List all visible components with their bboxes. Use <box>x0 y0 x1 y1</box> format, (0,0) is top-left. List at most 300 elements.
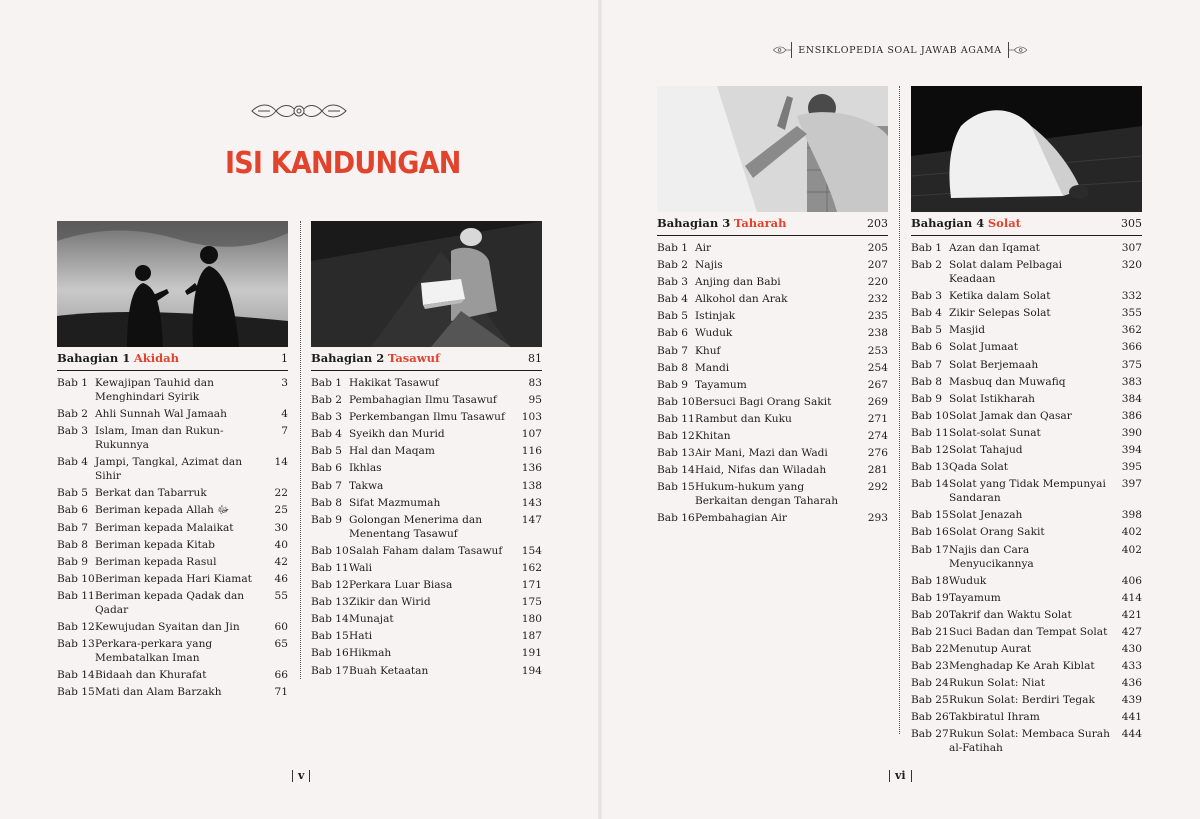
chapter-entry <box>57 455 288 483</box>
chapter-page: 83 <box>528 377 542 389</box>
chapter-number: Bab 24 <box>911 677 949 690</box>
chapter-list <box>911 241 1142 755</box>
chapter-title: Munajat <box>349 613 394 626</box>
section-heading <box>657 212 888 236</box>
chapter-page: 320 <box>1121 259 1142 272</box>
chapter-title: Solat dalam Pelbagai Keadaan <box>949 259 1063 286</box>
section-page-number: 203 <box>867 217 888 230</box>
chapter-number: Bab 15 <box>911 509 949 522</box>
chapter-number: Bab 25 <box>911 694 949 707</box>
chapter-entry <box>911 409 1142 423</box>
chapter-entry <box>911 258 1142 286</box>
chapter-entry <box>311 410 542 424</box>
chapter-page: 276 <box>867 447 888 460</box>
chapter-entry <box>657 511 888 525</box>
chapter-entry <box>911 375 1142 389</box>
chapter-entry <box>911 710 1142 724</box>
chapter-entry <box>657 344 888 358</box>
chapter-title: Bidaah dan Khurafat <box>95 669 207 682</box>
chapter-number: Bab 14 <box>311 613 349 626</box>
chapter-title: Alkohol dan Arak <box>695 293 788 306</box>
chapter-page: 65 <box>274 638 288 651</box>
chapter-title: Perkara-perkara yang Membatalkan Iman <box>95 638 213 665</box>
chapter-page: 220 <box>867 276 888 289</box>
chapter-entry <box>911 625 1142 639</box>
chapter-number: Bab 10 <box>57 572 95 585</box>
chapter-entry <box>311 561 542 575</box>
folio-left-number: v <box>298 769 305 782</box>
chapter-page: 205 <box>867 242 888 254</box>
chapter-entry <box>657 395 888 409</box>
chapter-page: 441 <box>1121 711 1142 724</box>
chapter-page: 235 <box>867 310 888 323</box>
chapter-title: Solat Orang Sakit <box>949 526 1045 539</box>
chapter-title: Mati dan Alam Barzakh <box>95 686 222 699</box>
chapter-entry <box>911 642 1142 656</box>
chapter-number: Bab 5 <box>57 487 88 500</box>
chapter-number: Bab 2 <box>57 408 88 421</box>
section-taharah <box>657 86 888 529</box>
chapter-number: Bab 12 <box>57 621 95 634</box>
chapter-page: 390 <box>1121 426 1142 439</box>
chapter-number: Bab 5 <box>311 445 342 458</box>
chapter-title: Kewujudan Syaitan dan Jin <box>95 621 240 634</box>
chapter-entry <box>911 340 1142 354</box>
chapter-number: Bab 16 <box>657 512 695 525</box>
chapter-page: 332 <box>1121 290 1142 303</box>
chapter-page: 395 <box>1121 461 1142 474</box>
chapter-number: Bab 4 <box>657 293 688 306</box>
chapter-page: 384 <box>1121 392 1142 405</box>
chapter-title: Khuf <box>695 344 721 357</box>
chapter-title: Solat Jamak dan Qasar <box>949 409 1072 422</box>
chapter-title: Salah Faham dalam Tasawuf <box>349 544 503 557</box>
chapter-entry <box>311 629 542 643</box>
chapter-number: Bab 4 <box>311 428 342 441</box>
chapter-entry <box>311 513 542 541</box>
running-head-text: ENSIKLOPEDIA SOAL JAWAB AGAMA <box>798 44 1002 56</box>
chapter-title: Beriman kepada Malaikat <box>95 521 234 534</box>
chapter-number: Bab 1 <box>311 377 342 389</box>
chapter-entry <box>657 275 888 289</box>
chapter-title: Solat yang Tidak Mempunyai Sandaran <box>949 478 1106 505</box>
chapter-title: Sifat Mazmumah <box>349 496 441 509</box>
chapter-list <box>311 376 542 678</box>
chapter-page: 293 <box>867 512 888 525</box>
section-topic: Akidah <box>133 351 179 365</box>
chapter-entry <box>57 376 288 404</box>
chapter-page: 253 <box>867 344 888 357</box>
chapter-number: Bab 5 <box>911 324 942 337</box>
chapter-title: Menutup Aurat <box>949 642 1032 655</box>
section-akidah <box>57 221 288 702</box>
section-tasawuf <box>311 221 542 681</box>
chapter-entry <box>657 480 888 508</box>
chapter-page: 175 <box>521 596 542 609</box>
chapter-page: 433 <box>1121 660 1142 673</box>
chapter-title: Khitan <box>695 430 731 443</box>
chapter-title: Istinjak <box>695 310 736 323</box>
chapter-number: Bab 5 <box>657 310 688 323</box>
chapter-page: 414 <box>1121 591 1142 604</box>
chapter-title: Solat Berjemaah <box>949 358 1039 371</box>
chapter-entry <box>911 659 1142 673</box>
chapter-number: Bab 10 <box>657 395 695 408</box>
chapter-number: Bab 7 <box>311 479 342 492</box>
chapter-title: Beriman kepada Kitab <box>95 538 215 551</box>
chapter-entry <box>311 427 542 441</box>
running-head-frame <box>791 42 1009 58</box>
chapter-entry <box>911 460 1142 474</box>
chapter-number: Bab 8 <box>657 361 688 374</box>
chapter-number: Bab 4 <box>911 307 942 320</box>
chapter-number: Bab 21 <box>911 625 949 638</box>
chapter-number: Bab 13 <box>311 596 349 609</box>
chapter-entry <box>657 292 888 306</box>
chapter-title: Wali <box>349 561 373 574</box>
chapter-entry <box>657 378 888 392</box>
chapter-number: Bab 11 <box>657 412 695 425</box>
chapter-number: Bab 7 <box>911 358 942 371</box>
section-name: Bahagian 1 <box>57 351 131 365</box>
section-page-number: 81 <box>528 352 542 365</box>
chapter-page: 66 <box>274 669 288 682</box>
chapter-page: 362 <box>1121 324 1142 337</box>
folio-bar <box>889 770 890 782</box>
chapter-title: Suci Badan dan Tempat Solat <box>949 625 1108 638</box>
chapter-page: 355 <box>1121 307 1142 320</box>
chapter-number: Bab 2 <box>911 259 942 272</box>
chapter-entry <box>657 463 888 477</box>
chapter-page: 154 <box>521 544 542 557</box>
chapter-number: Bab 17 <box>911 543 949 556</box>
chapter-entry <box>911 241 1142 255</box>
chapter-number: Bab 10 <box>311 544 349 557</box>
chapter-page: 375 <box>1121 358 1142 371</box>
chapter-title: Najis dan Cara Menyucikannya <box>949 543 1034 570</box>
chapter-number: Bab 12 <box>911 444 949 457</box>
chapter-number: Bab 9 <box>657 378 688 391</box>
chapter-page: 136 <box>521 462 542 475</box>
chapter-entry <box>57 668 288 682</box>
chapter-number: Bab 1 <box>911 242 942 254</box>
chapter-entry <box>911 426 1142 440</box>
section-topic: Taharah <box>733 216 787 230</box>
chapter-page: 187 <box>521 630 542 643</box>
chapter-entry <box>311 646 542 660</box>
section-topic: Tasawuf <box>387 351 440 365</box>
chapter-title: Haid, Nifas dan Wiladah <box>695 464 827 477</box>
chapter-page: 232 <box>867 293 888 306</box>
column-separator <box>300 221 301 679</box>
chapter-number: Bab 8 <box>57 538 88 551</box>
chapter-entry <box>57 486 288 500</box>
chapter-entry <box>57 538 288 552</box>
chapter-page: 366 <box>1121 341 1142 354</box>
section-name: Bahagian 3 <box>657 216 731 230</box>
chapter-title: Perkembangan Ilmu Tasawuf <box>349 411 505 424</box>
chapter-number: Bab 6 <box>911 341 942 354</box>
chapter-title: Golongan Menerima dan Menentang Tasawuf <box>349 513 483 540</box>
chapter-number: Bab 2 <box>311 394 342 407</box>
folio-bar <box>911 770 912 782</box>
chapter-title: Bersuci Bagi Orang Sakit <box>695 395 832 408</box>
chapter-title: Menghadap Ke Arah Kiblat <box>949 660 1095 673</box>
chapter-title: Masjid <box>949 324 986 337</box>
chapter-title: Takrif dan Waktu Solat <box>949 608 1072 621</box>
chapter-number: Bab 3 <box>57 425 88 438</box>
chapter-entry <box>57 685 288 699</box>
folio-bar <box>292 770 293 782</box>
chapter-entry <box>911 727 1142 755</box>
chapter-page: 22 <box>274 487 288 500</box>
chapter-number: Bab 27 <box>911 728 949 741</box>
chapter-page: 238 <box>867 327 888 340</box>
chapter-number: Bab 6 <box>657 327 688 340</box>
chapter-entry <box>657 241 888 255</box>
chapter-number: Bab 7 <box>57 521 88 534</box>
chapter-entry <box>911 608 1142 622</box>
chapter-page: 25 <box>274 504 288 517</box>
chapter-entry <box>911 289 1142 303</box>
section-name: Bahagian 4 <box>911 216 985 230</box>
chapter-number: Bab 11 <box>911 426 949 439</box>
chapter-entry <box>657 446 888 460</box>
chapter-page: 271 <box>867 412 888 425</box>
chapter-page: 254 <box>867 361 888 374</box>
chapter-entry <box>911 443 1142 457</box>
chapter-number: Bab 12 <box>311 579 349 592</box>
chapter-number: Bab 2 <box>657 259 688 272</box>
chapter-page: 116 <box>521 445 542 458</box>
two-men-silhouette-photo <box>57 221 288 347</box>
folio-bar <box>309 770 310 782</box>
chapter-entry <box>911 477 1142 505</box>
chapter-page: 107 <box>521 428 542 441</box>
chapter-entry <box>911 574 1142 588</box>
man-prostrating-photo <box>911 86 1142 212</box>
book-gutter <box>598 0 602 819</box>
chapter-title: Solat Istikharah <box>949 392 1035 405</box>
man-reading-photo <box>311 221 542 347</box>
chapter-title: Kewajipan Tauhid dan Menghindari Syirik <box>95 377 214 403</box>
section-page-number: 1 <box>281 352 288 365</box>
chapter-number: Bab 9 <box>311 513 342 526</box>
chapter-entry <box>911 358 1142 372</box>
man-ablution-photo <box>657 86 888 212</box>
section-page-number: 305 <box>1121 217 1142 230</box>
chapter-entry <box>57 620 288 634</box>
chapter-title: Perkara Luar Biasa <box>349 579 453 592</box>
chapter-page: 71 <box>274 686 288 699</box>
chapter-entry <box>311 544 542 558</box>
chapter-page: 194 <box>521 664 542 677</box>
chapter-page: 397 <box>1121 478 1142 491</box>
chapter-page: 171 <box>521 579 542 592</box>
chapter-number: Bab 9 <box>911 392 942 405</box>
chapter-title: Ketika dalam Solat <box>949 290 1051 303</box>
chapter-number: Bab 16 <box>311 647 349 660</box>
chapter-page: 281 <box>867 464 888 477</box>
chapter-title: Masbuq dan Muwafiq <box>949 375 1066 388</box>
chapter-entry <box>311 479 542 493</box>
chapter-title: Islam, Iman dan Rukun-Rukunnya <box>95 425 224 452</box>
chapter-number: Bab 14 <box>57 669 95 682</box>
running-head <box>772 40 1028 60</box>
chapter-entry <box>911 676 1142 690</box>
chapter-page: 402 <box>1121 526 1142 539</box>
chapter-title: Hukum-hukum yang Berkaitan dengan Taharah <box>695 481 839 508</box>
chapter-entry <box>311 664 542 678</box>
chapter-entry <box>657 361 888 375</box>
chapter-title: Takwa <box>349 479 384 492</box>
chapter-number: Bab 16 <box>911 526 949 539</box>
chapter-page: 430 <box>1121 642 1142 655</box>
chapter-title: Tayamum <box>949 591 1001 604</box>
chapter-entry <box>911 306 1142 320</box>
folio-left <box>287 769 315 782</box>
chapter-title: Hal dan Maqam <box>349 445 435 458</box>
chapter-number: Bab 26 <box>911 711 949 724</box>
chapter-title: Hikmah <box>349 647 392 660</box>
chapter-title: Beriman kepada Allah ﷻ <box>95 504 230 517</box>
chapter-page: 274 <box>867 430 888 443</box>
chapter-page: 427 <box>1121 625 1142 638</box>
chapter-number: Bab 13 <box>911 461 949 474</box>
chapter-page: 3 <box>281 377 288 389</box>
chapter-number: Bab 15 <box>57 686 95 699</box>
chapter-title: Hakikat Tasawuf <box>349 377 439 389</box>
chapter-number: Bab 9 <box>57 555 88 568</box>
chapter-title: Rukun Solat: Berdiri Tegak <box>949 694 1095 707</box>
chapter-list <box>57 376 288 699</box>
chapter-page: 147 <box>521 513 542 526</box>
chapter-page: 180 <box>521 613 542 626</box>
chapter-page: 292 <box>867 481 888 494</box>
chapter-title: Buah Ketaatan <box>349 664 429 677</box>
chapter-title: Wuduk <box>695 327 733 340</box>
chapter-entry <box>657 258 888 272</box>
chapter-page: 162 <box>521 561 542 574</box>
chapter-page: 42 <box>274 555 288 568</box>
chapter-number: Bab 22 <box>911 642 949 655</box>
chapter-entry <box>911 323 1142 337</box>
ornament-right-icon <box>1009 43 1028 57</box>
chapter-entry <box>657 326 888 340</box>
chapter-title: Ikhlas <box>349 462 382 475</box>
chapter-number: Bab 17 <box>311 664 349 677</box>
chapter-entry <box>57 589 288 617</box>
chapter-number: Bab 23 <box>911 660 949 673</box>
chapter-entry <box>911 543 1142 571</box>
chapter-number: Bab 10 <box>911 409 949 422</box>
chapter-entry <box>57 637 288 665</box>
chapter-title: Pembahagian Ilmu Tasawuf <box>349 394 497 407</box>
chapter-entry <box>657 412 888 426</box>
chapter-number: Bab 3 <box>657 276 688 289</box>
chapter-page: 406 <box>1121 574 1142 587</box>
chapter-page: 7 <box>281 425 288 438</box>
chapter-title: Solat Jenazah <box>949 509 1023 522</box>
chapter-title: Qada Solat <box>949 461 1009 474</box>
chapter-page: 394 <box>1121 444 1142 457</box>
chapter-page: 138 <box>521 479 542 492</box>
chapter-number: Bab 1 <box>57 377 88 389</box>
chapter-page: 307 <box>1121 242 1142 254</box>
chapter-number: Bab 8 <box>911 375 942 388</box>
chapter-page: 402 <box>1121 543 1142 556</box>
chapter-title: Najis <box>695 259 723 272</box>
chapter-number: Bab 13 <box>57 638 95 651</box>
chapter-entry <box>311 444 542 458</box>
chapter-title: Solat-solat Sunat <box>949 426 1041 439</box>
chapter-title: Solat Tahajud <box>949 444 1023 457</box>
chapter-number: Bab 1 <box>657 242 688 254</box>
chapter-page: 383 <box>1121 375 1142 388</box>
chapter-entry <box>657 429 888 443</box>
chapter-number: Bab 6 <box>311 462 342 475</box>
folio-right-number: vi <box>895 769 906 782</box>
chapter-page: 207 <box>867 259 888 272</box>
chapter-page: 269 <box>867 395 888 408</box>
chapter-page: 40 <box>274 538 288 551</box>
chapter-list <box>657 241 888 525</box>
chapter-number: Bab 15 <box>657 481 695 494</box>
chapter-entry <box>911 392 1142 406</box>
chapter-page: 30 <box>274 521 288 534</box>
chapter-entry <box>311 461 542 475</box>
chapter-title: Beriman kepada Qadak dan Qadar <box>95 589 245 616</box>
chapter-title: Mandi <box>695 361 730 374</box>
chapter-number: Bab 6 <box>57 504 88 517</box>
chapter-title: Solat Jumaat <box>949 341 1018 354</box>
chapter-entry <box>911 525 1142 539</box>
section-solat <box>911 86 1142 759</box>
chapter-title: Takbiratul Ihram <box>949 711 1040 724</box>
chapter-title: Rukun Solat: Membaca Surah al-Fatihah <box>949 728 1110 755</box>
chapter-title: Hati <box>349 630 373 643</box>
chapter-number: Bab 7 <box>657 344 688 357</box>
chapter-number: Bab 19 <box>911 591 949 604</box>
chapter-title: Beriman kepada Rasul <box>95 555 217 568</box>
chapter-title: Azan dan Iqamat <box>949 242 1040 254</box>
chapter-number: Bab 12 <box>657 430 695 443</box>
chapter-page: 436 <box>1121 677 1142 690</box>
chapter-number: Bab 3 <box>311 411 342 424</box>
chapter-entry <box>911 508 1142 522</box>
chapter-entry <box>311 376 542 390</box>
page-title: ISI KANDUNGAN <box>225 146 461 181</box>
chapter-page: 267 <box>867 378 888 391</box>
section-topic: Solat <box>987 216 1021 230</box>
chapter-title: Ahli Sunnah Wal Jamaah <box>95 408 227 421</box>
chapter-page: 444 <box>1121 728 1142 741</box>
column-separator <box>899 86 900 734</box>
chapter-page: 4 <box>281 408 288 421</box>
chapter-entry <box>911 591 1142 605</box>
chapter-number: Bab 8 <box>311 496 342 509</box>
chapter-entry <box>311 393 542 407</box>
chapter-title: Rukun Solat: Niat <box>949 677 1045 690</box>
chapter-entry <box>57 424 288 452</box>
chapter-title: Zikir Selepas Solat <box>949 307 1051 320</box>
chapter-number: Bab 4 <box>57 456 88 469</box>
chapter-title: Pembahagian Air <box>695 512 787 525</box>
chapter-number: Bab 20 <box>911 608 949 621</box>
chapter-entry <box>311 578 542 592</box>
chapter-title: Beriman kepada Hari Kiamat <box>95 572 252 585</box>
chapter-number: Bab 14 <box>657 464 695 477</box>
